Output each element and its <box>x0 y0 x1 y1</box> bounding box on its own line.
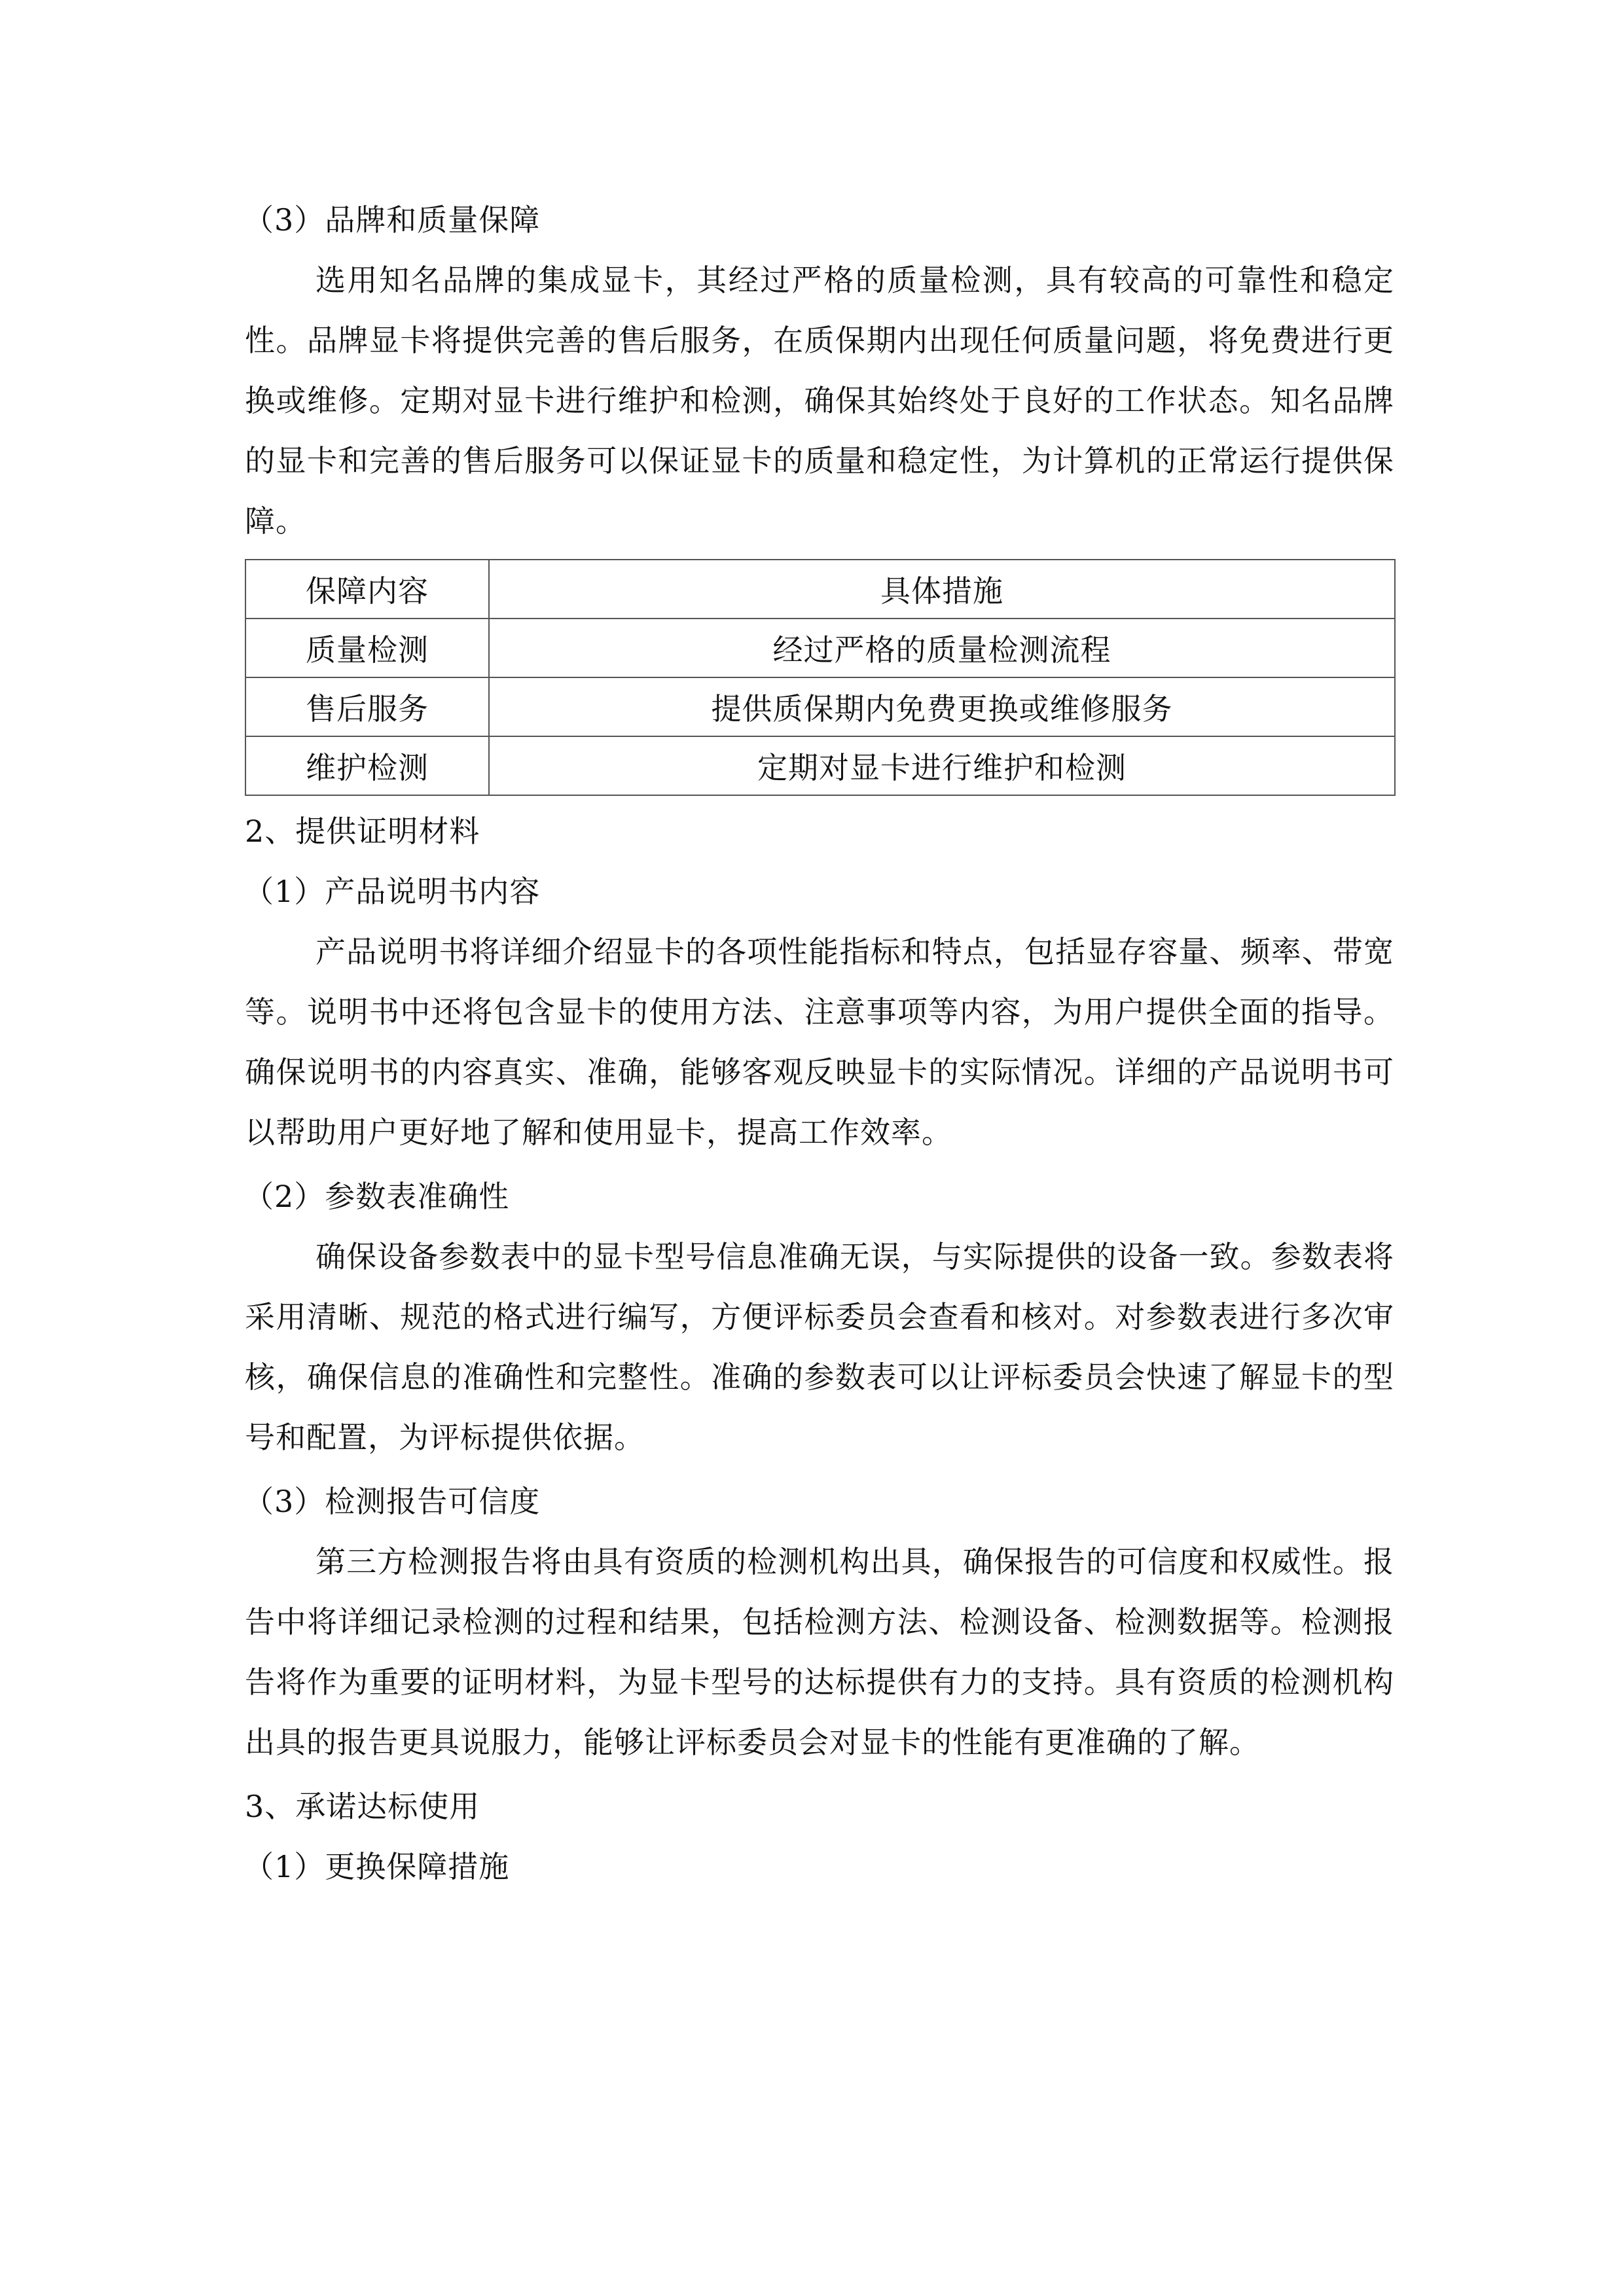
paragraph-manual-content: 产品说明书将详细介绍显卡的各项性能指标和特点，包括显存容量、频率、带宽等。说明书中还将包含显卡的使用方法、注意事项等内容，为用户提供全面的指导。确保说明书的内容真实、准确，能够客观反映显卡的实际情况。详细的产品说明书可以帮助用户更好地了解和使用显卡，提高工作效率。 <box>245 934 1394 1150</box>
subheading-test-report: （3）检测报告可信度 <box>244 1484 541 1519</box>
subheading-replacement-measures: （1）更换保障措施 <box>244 1849 510 1884</box>
section-heading-commitment: 3、承诺达标使用 <box>245 1789 480 1824</box>
table-row <box>245 619 1395 677</box>
table-header-cell: 保障内容 <box>245 560 489 619</box>
table-cell: 维护检测 <box>245 736 489 795</box>
subheading-parameter-accuracy: （2）参数表准确性 <box>244 1179 510 1214</box>
section-heading-proof-materials: 2、提供证明材料 <box>245 814 480 849</box>
document-body <box>245 190 1394 1897</box>
table-header-row <box>245 560 1395 619</box>
paragraph-test-report: 第三方检测报告将由具有资质的检测机构出具，确保报告的可信度和权威性。报告中将详细记录检测的过程和结果，包括检测方法、检测设备、检测数据等。检测报告将作为重要的证明材料，为显卡型号的达标提供有力的支持。具有资质的检测机构出具的报告更具说服力，能够让评标委员会对显卡的性能有更准确的了解。 <box>245 1544 1394 1760</box>
table-cell: 售后服务 <box>245 677 489 736</box>
table-cell: 提供质保期内免费更换或维修服务 <box>489 677 1395 736</box>
guarantee-table <box>245 559 1396 796</box>
table-row <box>245 677 1395 736</box>
paragraph-brand-quality: 选用知名品牌的集成显卡，其经过严格的质量检测，具有较高的可靠性和稳定性。品牌显卡将提供完善的售后服务，在质保期内出现任何质量问题，将免费进行更换或维修。定期对显卡进行维护和检测，确保其始终处于良好的工作状态。知名品牌的显卡和完善的售后服务可以保证显卡的质量和稳定性，为计算机的正常运行提供保障。 <box>245 262 1394 539</box>
table-cell: 质量检测 <box>245 619 489 677</box>
table-header-cell: 具体措施 <box>489 560 1395 619</box>
table-cell: 定期对显卡进行维护和检测 <box>489 736 1395 795</box>
section-heading-brand-quality: （3）品牌和质量保障 <box>244 202 541 238</box>
paragraph-parameter-accuracy: 确保设备参数表中的显卡型号信息准确无误，与实际提供的设备一致。参数表将采用清晰、规范的格式进行编写，方便评标委员会查看和核对。对参数表进行多次审核，确保信息的准确性和完整性。准确的参数表可以让评标委员会快速了解显卡的型号和配置，为评标提供依据。 <box>245 1239 1394 1455</box>
subheading-manual-content: （1）产品说明书内容 <box>244 874 541 909</box>
table-cell: 经过严格的质量检测流程 <box>489 619 1395 677</box>
table-row <box>245 736 1395 795</box>
